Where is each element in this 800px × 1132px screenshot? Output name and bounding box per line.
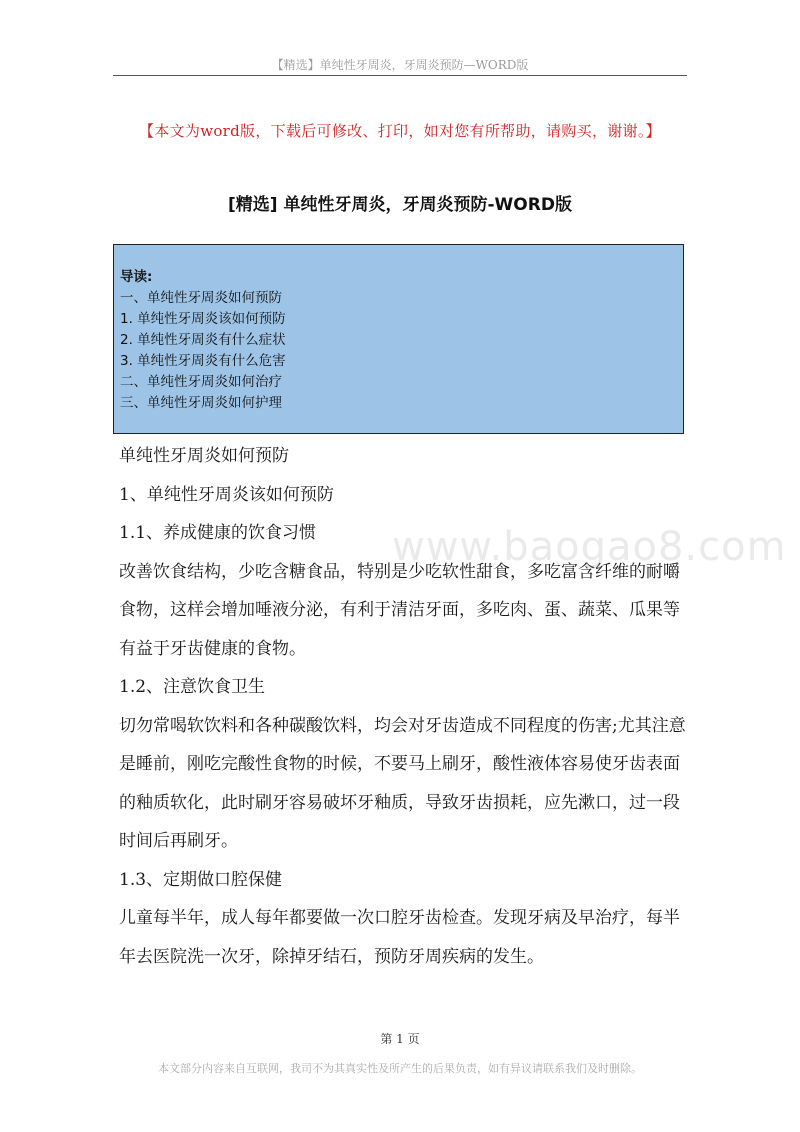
paragraph: 儿童每半年，成人每年都要做一次口腔牙齿检查。发现牙病及早治疗，每半年去医院洗一次牙，除掉牙结石，预防牙周疾病的发生。	[119, 908, 680, 967]
watermark: www.baogao8.com	[392, 524, 787, 570]
paragraph: 切勿常喝软饮料和各种碳酸饮料，均会对牙齿造成不同程度的伤害;尤其注意是睡前，刚吃完酸性食物的时候，不要马上刷牙，酸性液体容易使牙齿表面的釉质软化，此时刷牙容易破坏牙釉质，导致牙齿损耗，应先漱口，过一段时间后再刷牙。	[119, 715, 686, 851]
table-of-contents	[113, 244, 684, 434]
subsection-heading: 1、单纯性牙周炎该如何预防	[119, 484, 334, 505]
toc-item[interactable]: 1. 单纯性牙周炎该如何预防	[120, 311, 286, 327]
subsection-title: 1.2、注意饮食卫生	[119, 677, 266, 697]
paragraph: 改善饮食结构，少吃含糖食品，特别是少吃软性甜食，多吃富含纤维的耐嚼食物，这样会增加唾液分泌，有利于清洁牙面，多吃肉、蛋、蔬菜、瓜果等有益于牙齿健康的食物。	[119, 561, 680, 659]
document-body	[119, 437, 687, 976]
document-title: [精选] 单纯性牙周炎，牙周炎预防-WORD版	[228, 195, 572, 215]
page-number: 第 1 页	[380, 1032, 420, 1046]
page-header: 【精选】单纯性牙周炎，牙周炎预防—WORD版	[271, 58, 529, 72]
toc-item[interactable]: 一、单纯性牙周炎如何预防	[120, 290, 282, 306]
purchase-notice: 【本文为word版，下载后可修改、打印，如对您有所帮助，请购买，谢谢。】	[139, 122, 661, 140]
toc-heading: 导读:	[120, 269, 153, 285]
section-heading: 单纯性牙周炎如何预防	[119, 446, 289, 466]
header-divider	[113, 75, 687, 76]
subsection-title: 1.3、定期做口腔保健	[119, 869, 283, 890]
toc-item[interactable]: 二、单纯性牙周炎如何治疗	[120, 374, 282, 390]
subsection-title: 1.1、养成健康的饮食习惯	[119, 523, 317, 543]
footer-disclaimer: 本文部分内容来自互联网，我司不为其真实性及所产生的后果负责，如有异议请联系我们及时删除。	[158, 1062, 642, 1075]
toc-item[interactable]: 3. 单纯性牙周炎有什么危害	[120, 353, 286, 369]
toc-item[interactable]: 三、单纯性牙周炎如何护理	[120, 395, 282, 411]
toc-item[interactable]: 2. 单纯性牙周炎有什么症状	[120, 332, 286, 348]
